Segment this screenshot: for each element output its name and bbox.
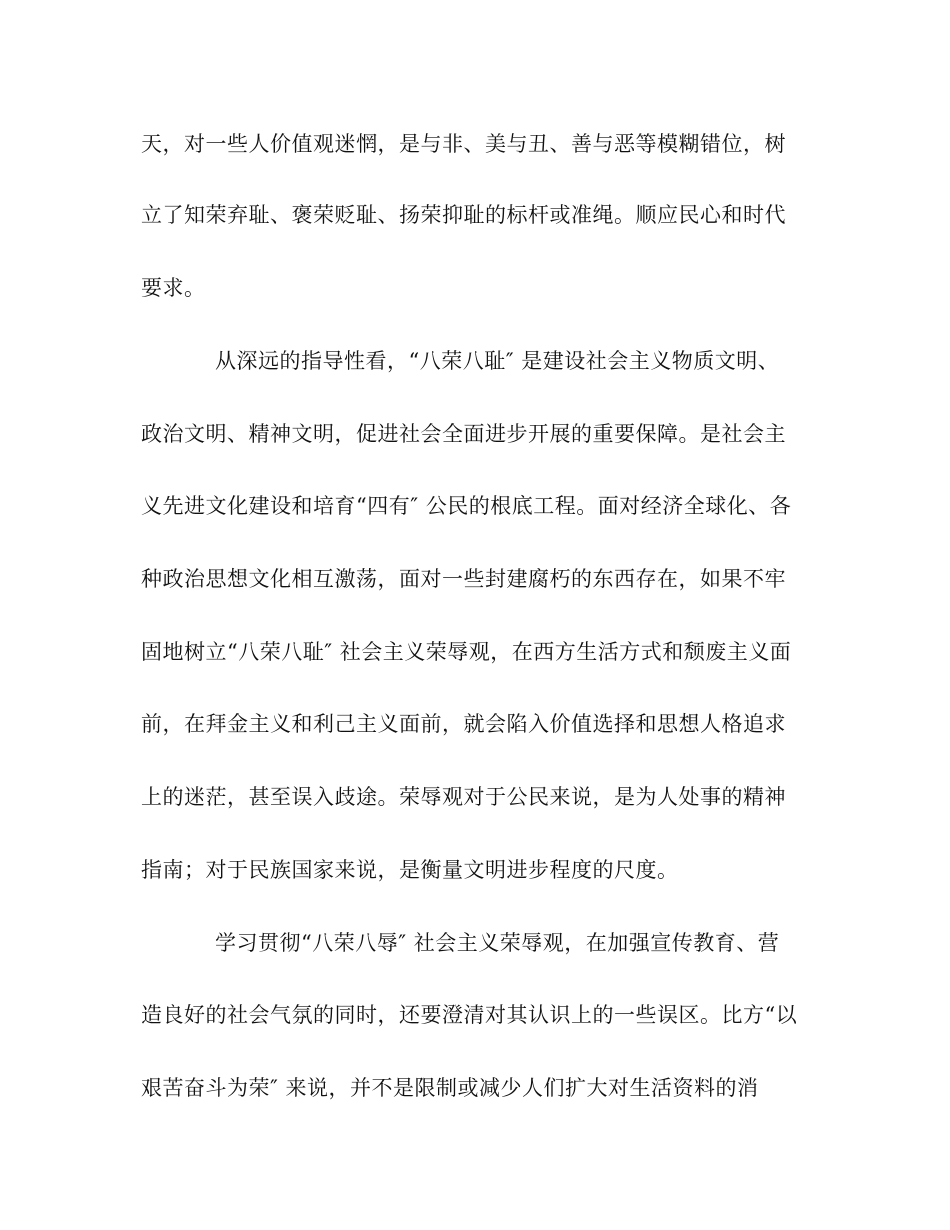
paragraph-line: 学习贯彻“八荣八辱″ 社会主义荣辱观，在加强宣传教育、营: [215, 931, 780, 955]
paragraph-line: 艰苦奋斗为荣″ 来说，并不是限制或减少人们扩大对生活资料的消: [141, 1076, 759, 1100]
paragraph-line: 天，对一些人价值观迷惘，是与非、美与丑、善与恶等模糊错位，树: [141, 132, 786, 156]
paragraph-line: 政治文明、精神文明，促进社会全面进步开展的重要保障。是社会主: [141, 422, 786, 446]
paragraph-line: 义先进文化建设和培育“四有″ 公民的根底工程。面对经济全球化、各: [141, 494, 792, 518]
paragraph-line: 前，在拜金主义和利己主义面前，就会陷入价值选择和思想人格追求: [141, 712, 786, 736]
paragraph-line: 指南；对于民族国家来说，是衡量文明进步程度的尺度。: [141, 858, 679, 882]
paragraph-line: 上的迷茫，甚至误入歧途。荣辱观对于公民来说，是为人处事的精神: [141, 785, 786, 809]
paragraph-line: 种政治思想文化相互激荡，面对一些封建腐朽的东西存在，如果不牢: [141, 567, 786, 591]
paragraph-line: 造良好的社会气氛的同时，还要澄清对其认识上的一些误区。比方“以: [141, 1003, 798, 1027]
paragraph-line: 从深远的指导性看，“八荣八耻″ 是建设社会主义物质文明、: [215, 349, 780, 373]
paragraph-line: 固地树立“八荣八耻″ 社会主义荣辱观，在西方生活方式和颓废主义面: [141, 640, 792, 664]
paragraph-line: 要求。: [141, 276, 206, 300]
paragraph-line: 立了知荣弃耻、褒荣贬耻、扬荣抑耻的标杆或准绳。顺应民心和时代: [141, 203, 786, 227]
